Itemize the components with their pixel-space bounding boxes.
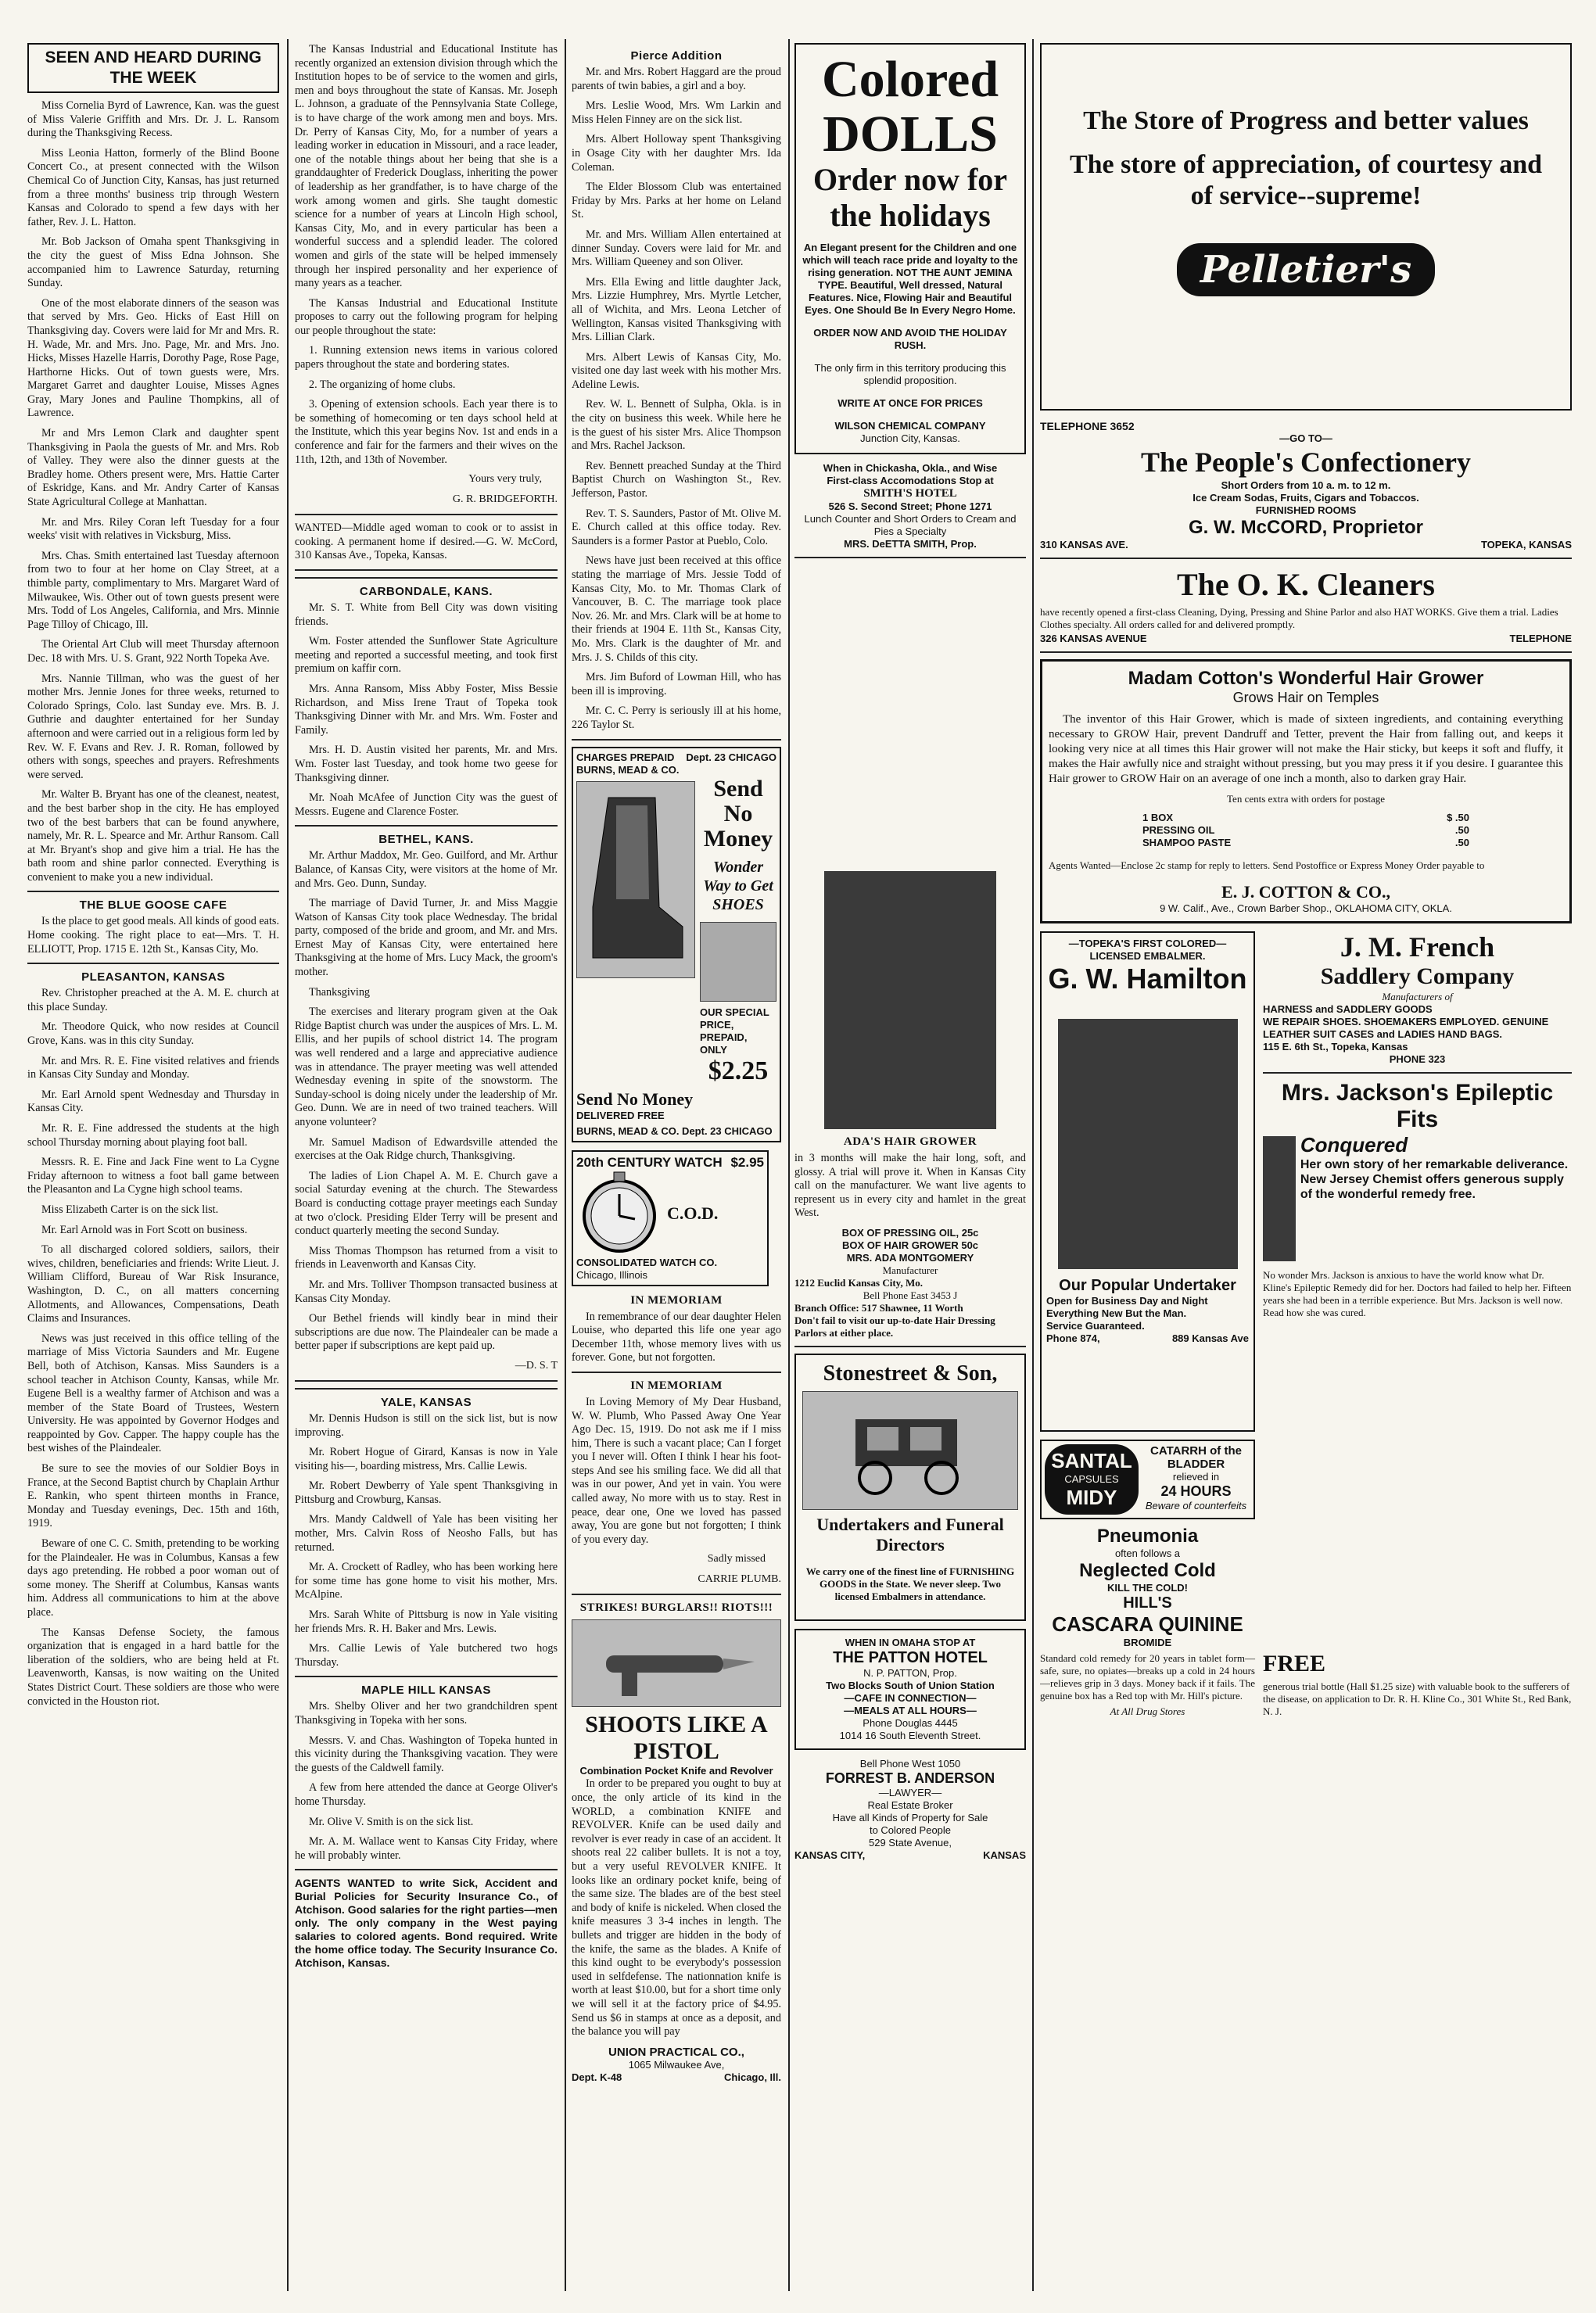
column-3 (572, 43, 781, 2287)
shoes-ad-price: $2.25 (708, 1056, 769, 1085)
woman-portrait (824, 871, 996, 1129)
memoriam-closing: Sadly missed (707, 1553, 766, 1565)
section-title: CARBONDALE, KANS. (359, 585, 493, 598)
price-label: 1 BOX (1142, 812, 1174, 823)
cascara-name: CASCARA QUININE (1052, 1612, 1243, 1636)
news-item: Mrs. Jim Buford of Lowman Hill, who has been ill is improving. (572, 671, 781, 697)
section-title: YALE, KANSAS (380, 1395, 472, 1409)
news-item: The Elder Blossom Club was entertained Friday by Mrs. Parks at her home on Leland St. (572, 181, 781, 221)
hamilton-top: —TOPEKA'S FIRST COLORED— LICENSED EMBALMER. (1068, 938, 1227, 962)
news-item: Mrs. Callie Lewis of Yale butchered two hogs Thursday. (295, 1642, 558, 1669)
news-item: The Oriental Art Club will meet Thursday afternoon Dec. 18 with Mrs. U. S. Grant, 922 North Topeka Ave. (27, 638, 279, 665)
section-list (295, 1388, 558, 1863)
news-item: Miss Leonia Hatton, formerly of the Blind Boone Concert Co., at present connected with the Wilson Chemical Co of Junction City, Kansas, has just returned from a three months' business trip through Western Kansas and Colorado to spend a few days with her father, Rev. J. L. Hatton. (27, 146, 279, 228)
watch-ad-address: Chicago, Illinois (576, 1268, 648, 1281)
watch-ad (572, 1150, 769, 1286)
santal-caps: CAPSULES (1064, 1473, 1119, 1485)
news-item: Mr. Robert Dewberry of Yale spent Thanksgiving in Pittsburg and Crowburg, Kansas. (295, 1479, 558, 1506)
news-item: Mr. Theodore Quick, who now resides at Council Grove, Kans. was in this city Sunday. (27, 1020, 279, 1048)
news-item: Mr. Walter B. Bryant has one of the cleanest, neatest, and the best barber shop in the city. He has employed two of the best barbers that can be found anywhere, namely, Mr. R. L. Spearce and Mr. Arthur Ransom. Call at Mr. Bryant's shop and give him a trial. He has the bath room and shine parlor connected. Everything is convenient to make you a new individual. (27, 788, 279, 884)
santal-midy: MIDY (1066, 1486, 1117, 1509)
confectionery-prop: G. W. McCORD, Proprietor (1188, 517, 1424, 538)
pocket-watch-icon (576, 1171, 662, 1257)
news-item: The Kansas Defense Society, the famous organization that is engaged in a hard battle for the liberation of the soldiers, who are being held at Ft. Leavenworth, Kansas, is now waiting on the United States District Court. These soldiers are those who were convicted in the Houston riot. (27, 1626, 279, 1708)
section-title: PLEASANTON, KANSAS (81, 970, 225, 984)
memoriam-poem: In Loving Memory of My Dear Husband, W. W. Plumb, Who Passed Away One Year Ago Dec. 15, 1919. Do not ask me if I miss him, There is such a vacant place; Can I forget you I never will. Often I think I hear his foot-steps And see his smiling face. We did all that was in our power, And yet in vain. You were called away, No more with us to stay. Rest in peace, dear one, One we loved has passed away, You are gone but not forgotten; I think of you every day. (572, 1395, 781, 1546)
santal-relieved: relieved in (1172, 1471, 1220, 1483)
cotton-company: E. J. COTTON & CO., (1221, 882, 1390, 902)
patton-line-3: —CAFE IN CONNECTION— (844, 1691, 977, 1704)
news-item: Mrs. Sarah White of Pittsburg is now in Yale visiting her friends Mrs. R. H. Baker and Mrs. Lewis. (295, 1608, 558, 1635)
news-item: Mrs. Leslie Wood, Mrs. Wm Larkin and Miss Helen Finney are on the sick list. (572, 99, 781, 126)
strikes-ad-address: 1065 Milwaukee Ave, (628, 2058, 725, 2071)
memoriam-title: IN MEMORIAM (630, 1293, 723, 1307)
hamilton-name: G. W. Hamilton (1048, 963, 1247, 995)
article-list (27, 99, 279, 884)
memoriam-title: IN MEMORIAM (630, 1379, 723, 1392)
dolls-text: An Elegant present for the Children and one which will teach race pride and loyalty to the rising generation. NOT THE AUNT JEMINA TYPE. Beautiful, Well dressed, Natural Features. Nice, Flowing Hair and Beautiful Eyes. One Should Be In Every Negro Home. (802, 242, 1018, 316)
column-2 (295, 43, 558, 2287)
strikes-ad-title: STRIKES! BURGLARS!! RIOTS!!! (579, 1601, 773, 1615)
santal-brand: SANTAL (1051, 1449, 1132, 1472)
patton-address: 1014 16 South Eleventh Street. (839, 1729, 981, 1741)
anderson-line-3: to Colored People (869, 1824, 952, 1836)
news-item: To all discharged colored soldiers, sailors, their wives, children, beneficiaries and friends: Write Lieut. J. William Clifford, Bureau of War Risk Insurance, Washington, D. C., on all matters concerning Allotments, and Allowances, Compensations, Death Claims and Insurances. (27, 1243, 279, 1325)
dolls-company: WILSON CHEMICAL COMPANY (834, 420, 986, 432)
confectionery-line-2: Ice Cream Sodas, Fruits, Cigars and Tobaccos. (1193, 492, 1419, 504)
price-value: .50 (1454, 824, 1469, 836)
ada-title: ADA'S HAIR GROWER (843, 1135, 977, 1148)
cascara-line-2: often follows a (1114, 1547, 1181, 1559)
cotton-agents: Agents Wanted—Enclose 2c stamp for reply to letters. Send Postoffice or Express Money Order payable to (1049, 859, 1485, 871)
news-item: A few from here attended the dance at George Oliver's home Thursday. (295, 1781, 558, 1808)
cotton-address: 9 W. Calif., Ave., Crown Barber Shop., OKLAHOMA CITY, OKLA. (1160, 902, 1452, 914)
news-item: Rev. W. L. Bennett of Sulpha, Okla. is in the city on business this week. While here he is the guest of his sister Mrs. Alice Thompson and Mrs. Rachel Jackson. (572, 398, 781, 453)
cotton-text: The inventor of this Hair Grower, which is made of sixteen ingredients, and containing everything necessary to GROW Hair, prevent Dandruff and Tetter, prevent the Hair from falling out, and keeps it looking very nice at all times this Hair grower will not make the Hair sticky, but keeps it soft and fluffy, it makes the Hair awfully nice and straight without pressing, but you may press it if you desire. I guarantee this Hair grower to GROW Hair on an average of one inch a month, also to darken gray Hair. (1049, 713, 1563, 785)
news-item: The Kansas Industrial and Educational Institute proposes to carry out the following program for helping our people throughout the state: (295, 296, 558, 337)
jackson-conquered: Conquered (1300, 1133, 1408, 1156)
hamilton-phone: Phone 874, (1046, 1332, 1100, 1344)
shoes-ad-brand: BURNS, MEAD & CO. (576, 763, 680, 776)
anderson-city: KANSAS CITY, (794, 1849, 866, 1861)
section-title: THE BLUE GOOSE CAFE (79, 898, 228, 913)
ok-cleaners-ad (1040, 565, 1572, 645)
patton-line-1: WHEN IN OMAHA STOP AT (845, 1636, 976, 1648)
watch-ad-price: $2.95 (730, 1154, 764, 1170)
news-item: Mr. Earl Arnold was in Fort Scott on business. (41, 1223, 248, 1236)
wagon-illustration (572, 1619, 781, 1707)
ada-price-2: BOX OF HAIR GROWER 50c (841, 1239, 979, 1251)
smith-line-2: First-class Accomodations Stop at (827, 475, 994, 486)
news-item: Beware of one C. C. Smith, pretending to be working for the Plaindealer. He was in Columbus, Kansas a few days ago pretending. He robbed a poor woman out of some money. The Sheriff at Columbus, Kansas wants him. Address all communications to him at the above place. (27, 1537, 279, 1619)
shoes-ad-dept: Dept. 23 CHICAGO (686, 751, 776, 763)
price-row (1142, 837, 1469, 849)
news-item: Mrs. Chas. Smith entertained last Tuesday afternoon from two to four at her home on Clay Street, at a thimble party, complimentary to Mrs. Margaret Ward of Milwaukee, Wis. Other out of town guests present were Mrs. Todd of Los Angeles, California, and Mrs. Minnie Page Tilloy of Chicago, Ill. (27, 549, 279, 631)
column-rule (1032, 39, 1034, 2291)
confectionery-city: TOPEKA, KANSAS (1480, 539, 1572, 550)
news-item: 3. Opening of extension schools. Each year there is to be something of homecoming or ten days school held at the Institute, which this year begins Nov. 1st and ends in a conference and fair for the farmers and their wives on the 11th, 12th, and 13th of November. (295, 398, 558, 466)
hamilton-ad (1040, 931, 1255, 1432)
cascara-ad (1040, 1526, 1255, 1718)
watch-ad-company: CONSOLIDATED WATCH CO. (576, 1256, 718, 1268)
article-list (27, 1243, 279, 1709)
news-item: Messrs. R. E. Fine and Jack Fine went to La Cygne Friday afternoon to witness a foot ball game between the Pleasanton and La Cygne high school teams. (27, 1156, 279, 1196)
jackson-portrait (1263, 1136, 1296, 1261)
hamilton-line-1: Open for Business Day and Night (1046, 1295, 1208, 1307)
cascara-line-3: Neglected Cold (1079, 1560, 1216, 1581)
french-saddlery-ad (1263, 931, 1572, 1066)
pelletier-line-1: The Store of Progress and better values (1083, 106, 1529, 135)
ada-footer: Don't fail to visit our up-to-date Hair Dressing Parlors at either place. (794, 1314, 995, 1339)
news-item: Miss Elizabeth Carter is on the sick list. (41, 1203, 219, 1216)
article-list (295, 43, 558, 467)
section-title: BETHEL, KANS. (378, 833, 474, 847)
stonestreet-name: Stonestreet & Son, (823, 1361, 998, 1386)
news-item: Miss Cornelia Byrd of Lawrence, Kan. was the guest of Miss Valerie Griffith and Mrs. Dr. J. L. Ransom during the Thanksgiving Recess. (27, 99, 279, 140)
colored-dolls-ad (794, 43, 1026, 454)
price-label: PRESSING OIL (1142, 824, 1215, 836)
dolls-city: Junction City, Kansas. (860, 432, 960, 444)
jackson-body: No wonder Mrs. Jackson is anxious to have the world know what Dr. Kline's Epileptic Remedy did for her. Doctors had failed to help her. Fifteen years she had been in a terrible experience. But Mrs. Jackson is well now. Read how she was cured. (1263, 1269, 1572, 1318)
news-item: Mr. Samuel Madison of Edwardsville attended the exercises at the Oak Ridge church, Thanksgiving. (295, 1135, 558, 1163)
anderson-ad (794, 1758, 1026, 1862)
news-item: News was just received in this office telling of the marriage of Miss Victoria Saunders and Mr. Eugene Bell, both of Atchison, Kansas. Miss Saunders is a school teacher in Atchison County, Kansas, while Mr. Eugene Bell is a wealthy farmer of Atchison and was a member of the State Board of Trustees, Western University. He was appointed by Governor Hodges and reappointed by Gov. Capper. The happy couple has the best wishes of the Plaindealer. (27, 1332, 279, 1455)
price-value: .50 (1454, 837, 1469, 848)
french-line-2: HARNESS and SADDLERY GOODS (1263, 1003, 1433, 1015)
cascara-line-1: Pneumonia (1096, 1526, 1199, 1547)
column-rule (287, 39, 289, 2291)
news-item: Mr. Dennis Hudson is still on the sick list, but is now improving. (295, 1411, 558, 1439)
correspondent-initials: —D. S. T (515, 1359, 558, 1372)
dolls-write: WRITE AT ONCE FOR PRICES (837, 397, 983, 409)
letter-signature: G. R. BRIDGEFORTH. (452, 493, 558, 506)
hamilton-address: 889 Kansas Ave (1171, 1332, 1249, 1344)
news-item: Mr. and Mrs. R. E. Fine visited relatives and friends in Kansas City Sunday and Monday. (27, 1054, 279, 1081)
news-item: Our Bethel friends will kindly bear in mind their subscriptions are due now. The Plaindealer can be made a better paper if subscriptions are kept paid up. (295, 1312, 558, 1353)
strikes-ad-sub: Combination Pocket Knife and Revolver (579, 1765, 773, 1777)
memoriam-text: In remembrance of our dear daughter Helen Louise, who departed this life one year ago December 11th, whose memory lives with us forever. Gone, but not forgotten. (572, 1310, 781, 1364)
news-item: The Kansas Industrial and Educational Institute has recently organized an extension division through which the Institution hopes to be of service to the women and girls, men and boys throughout the state of Kansas. Mr. Joseph L. Johnson, a graduate of the Pennsylvania State College, is to have charge of the work among men and boys. Mrs. Dr. Perry of Kansas City, Mo, for a number of years a leading worker in education in Missouri, and a race leader, one of the notable things about her being that she is a granddaughter of Frederick Douglass, inheriting the power of leadership as her grandfather, is to have charge of the work among women and girls. She taught domestic science for a number of years at Lincoln High school, Kansas City, Mo, and in every particular has been a wonderful success and a splendid leader. The colored women and girls of the state will be helped immensely through her inspired personality and her experience of many years as a teacher. (295, 43, 558, 290)
patton-line-2: Two Blocks South of Union Station (826, 1679, 995, 1691)
patton-hotel-name: THE PATTON HOTEL (833, 1648, 988, 1666)
watch-ad-cod: C.O.D. (667, 1203, 719, 1223)
news-item: Mr. A. M. Wallace went to Kansas City Friday, where he will probably winter. (295, 1835, 558, 1862)
wanted-notice: WANTED—Middle aged woman to cook or to assist in cooking. A permanent home if desired.—G. W. McCord, 310 Kansas Ave., Topeka, Kansas. (295, 522, 558, 562)
pelletier-line-2: The store of appreciation, of courtesy and of service--supreme! (1069, 150, 1543, 210)
patton-hotel-ad (794, 1629, 1026, 1750)
news-item: Be sure to see the movies of our Soldier Boys in France, at the Second Baptist church by Chaplain Arthur E. Rankin, who spent thirteen months in France, Monday and Tuesday evenings, Dec. 15th and 16th, 1919. (27, 1462, 279, 1530)
dolls-firm: The only firm in this territory producing this splendid proposition. (814, 362, 1006, 386)
cotton-price-list (1142, 812, 1469, 849)
santal-capsule-icon (1045, 1444, 1139, 1515)
shoes-ad-send: Send No Money (576, 1088, 694, 1109)
smith-line-1: When in Chickasha, Okla., and Wise (823, 462, 998, 474)
shoes-ad-footer: BURNS, MEAD & CO. Dept. 23 CHICAGO (576, 1124, 773, 1137)
price-row (1142, 824, 1469, 837)
cascara-text: Standard cold remedy for 20 years in tablet form—safe, sure, no opiates—breaks up a cold in 24 hours—relieves grip in 3 days. Money back if it fails. The genuine box has a Red top with Mr. Hill's picture. (1040, 1652, 1255, 1702)
cotton-postage: Ten cents extra with orders for postage (1227, 793, 1385, 805)
section-list (27, 891, 279, 1237)
column-4 (794, 43, 1026, 2287)
cleaners-address: 326 KANSAS AVENUE (1040, 633, 1147, 644)
anderson-phone: Bell Phone West 1050 (859, 1757, 961, 1770)
news-item: Mr. S. T. White from Bell City was down visiting friends. (295, 601, 558, 628)
news-item: The marriage of David Turner, Jr. and Miss Maggie Watson of Kansas City took place Wednesday. The bridal party, composed of the bride and groom, and Mr. and Mrs. Ernest May of Kansas City, were entertained here Thanksgiving at the home of Mrs. Lucy Mack, the groom's mother. (295, 897, 558, 979)
news-item: Mr. and Mrs. Riley Coran left Tuesday for a four weeks' visit with relatives in Vicksburg, Miss. (27, 515, 279, 543)
ada-branch: Branch Office: 517 Shawnee, 11 Worth (794, 1301, 963, 1314)
dolls-line-4: the holidays (830, 198, 991, 233)
confectionery-phone: TELEPHONE 3652 (1040, 420, 1135, 432)
boot-illustration (576, 781, 695, 978)
patton-line-4: —MEALS AT ALL HOURS— (844, 1704, 977, 1716)
news-item: Thanksgiving (309, 985, 371, 999)
news-item: Is the place to get good meals. All kinds of good eats. Home cooking. The right place to eat—Mrs. T. H. ELLIOTT, Prop. 1715 E. 12th St., Kansas City, Mo. (27, 915, 279, 956)
watch-ad-headline: 20th CENTURY WATCH (576, 1154, 723, 1170)
dolls-line-3: Order now for (812, 162, 1008, 197)
news-item: Mr. Noah McAfee of Junction City was the guest of Messrs. Eugene and Clarence Foster. (295, 791, 558, 818)
smith-line-3: 526 S. Second Street; Phone 1271 (828, 500, 992, 512)
price-row (1142, 812, 1469, 824)
dolls-line-2: DOLLS (823, 106, 998, 163)
shoes-ad-title: Wonder Way to Get SHOES (703, 858, 773, 913)
confectionery-name: The People's Confectionery (1141, 446, 1471, 478)
anderson-role: —LAWYER— (878, 1786, 942, 1798)
hamilton-portrait (1058, 1019, 1238, 1269)
ada-text: in 3 months will make the hair long, soft, and glossy. A trial will prove it. When in Kansas City call on the manufacturer. We want live agents to represent us in every city and hamlet in the great West. (794, 1152, 1026, 1220)
cascara-line-4: KILL THE COLD! (1106, 1582, 1189, 1594)
stonestreet-text: We carry one of the finest line of FURNISHING GOODS in the State. We never sleep. Two licensed Embalmers in attendance. (805, 1565, 1015, 1602)
strikes-ad-company: UNION PRACTICAL CO., (608, 2045, 744, 2059)
news-item: Mr. A. Crockett of Radley, who has been working here for some time has gone home to visit his mother, Mrs. McAlpine. (295, 1561, 558, 1601)
confectionery-address: 310 KANSAS AVE. (1040, 539, 1128, 550)
confectionery-ad (1040, 420, 1572, 551)
news-item: Mrs. Albert Holloway spent Thanksgiving in Osage City with her daughter Mrs. Ida Coleman. (572, 133, 781, 174)
column-header: SEEN AND HEARD DURING THE WEEK (27, 43, 279, 93)
news-item: Mrs. Mandy Caldwell of Yale has been visiting her mother, Mrs. Calvin Ross of Neosho Falls, but has returned. (295, 1513, 558, 1554)
column-5 (1040, 43, 1572, 2287)
column-1 (27, 43, 279, 2287)
anderson-line-1: Real Estate Broker (867, 1798, 953, 1811)
cotton-sub: Grows Hair on Temples (1232, 690, 1379, 705)
news-item: Mrs. Nannie Tillman, who was the guest of her mother Mrs. Jennie Jones for three weeks, returned to Colorado Springs, Colo. last Sunday eve. Mrs. B. J. Guthrie and daughter entertained for her Sunday afternoon and were carried out in a religious form led by Rev. W. F. Evans and Rev. J. R. Roman, followed by others with songs, speeches and prayers. Refreshments were served. (27, 672, 279, 781)
news-item: Mr. Olive V. Smith is on the sick list. (309, 1815, 474, 1828)
smith-hotel-name: SMITH'S HOTEL (863, 487, 957, 500)
hamilton-line-3: Service Guaranteed. (1046, 1320, 1145, 1332)
news-item: Wm. Foster attended the Sunflower State Agriculture meeting and reported a successful meeting, and took first premium on kaffir corn. (295, 635, 558, 676)
jackson-title: Mrs. Jackson's Epileptic Fits (1281, 1080, 1554, 1132)
agents-wanted-ad: AGENTS WANTED to write Sick, Accident and Burial Policies for Security Insurance Co., of Atchison. Good salaries for the right parties—men only. The only company in the West paying salaries to colored agents. Bond required. Write the home office today. The Security Insurance Co. Atchison, Kansas. (295, 1877, 558, 1970)
santal-midy-ad (1040, 1440, 1255, 1519)
dolls-line-1: Colored (821, 51, 999, 108)
cascara-hills: HILL'S (1123, 1594, 1172, 1612)
santal-beware: Beware of counterfeits (1145, 1500, 1247, 1512)
patton-prop: N. P. PATTON, Prop. (863, 1666, 957, 1679)
patton-phone: Phone Douglas 4445 (863, 1716, 958, 1729)
dolls-order: ORDER NOW AND AVOID THE HOLIDAY RUSH. (813, 327, 1007, 351)
column-rule (565, 39, 566, 2291)
strikes-ad-text: In order to be prepared you ought to buy at once, the only article of its kind in the WORLD, a combination KNIFE and REVOLVER. Knife can be used daily and revolver is ever ready in case of an accident. It shoots real 22 caliber bullets. It is not a toy, but a very useful REVOLVER KNIFE. It looks like an ordinary pocket knife, being of the same size. The blades are of the best steel and body of knife is nickeled. When closed the knife measures 3 3-4 inches in length. The bullets and trigger are hidden in the body of the knife, the same as the blades. A Knife of this kind ought to be everybody's possession used in selfdefense. The nationnation knife is worth at least $10.00, but for a short time only we will sell it at the factory price of $4.95. Send us $6 in stamps at once as a deposit, and the balance you will pay (572, 1777, 781, 2039)
cleaners-text: have recently opened a first-class Cleaning, Dying, Pressing and Shine Parlor and also HAT WORKS. Give them a trial. Ladies Clothes specialty. All orders called for and delivered promptly. (1040, 606, 1558, 630)
jackson-ad (1263, 1080, 1572, 1319)
news-item: News have just been received at this office stating the marriage of Mrs. Jessie Todd of Kansas City, Mo. to Mr. Thomas Clark of Vancouver, B. C. The marriage took place Nov. 26. Mr. and Mrs. Clark will be at home to their friends at 1904 E. 11th St., Kansas City, Mo. Mrs. Clark is the daughter of Mr. and Mrs. J. S. Childs of this city. (572, 554, 781, 664)
cleaners-phone: TELEPHONE (1509, 633, 1572, 644)
news-item: The ladies of Lion Chapel A. M. E. Church gave a social Saturday evening at the church. The Stewardess Board is conducting cottage prayer meetings each Sunday at two o'clock. Presiding Elder Terry will be present and conduct quarterly meeting the second Sunday. (295, 1169, 558, 1238)
shoes-ad (572, 747, 781, 1142)
article-list (572, 66, 781, 733)
confectionery-line-3: FURNISHED ROOMS (1255, 504, 1357, 516)
french-line-1: Manufacturers of (1382, 991, 1453, 1002)
news-item: Mrs. Ella Ewing and little daughter Jack, Mrs. Lizzie Humphrey, Mrs. Myrtle Letcher, all of Wichita, and Mrs. Leona Letcher of Wellington, Kansas visited Thanksgiving with Mrs. Lillian Clark. (572, 275, 781, 344)
pelletier-ad (1040, 43, 1572, 411)
shoes-ad-special: OUR SPECIAL PRICE, PREPAID, ONLY (700, 1006, 769, 1056)
news-item: Mr. Earl Arnold spent Wednesday and Thursday in Kansas City. (27, 1088, 279, 1115)
french-line-3: WE REPAIR SHOES. SHOEMAKERS EMPLOYED. GENUINE LEATHER SUIT CASES and LADIES HAND BAGS. (1263, 1016, 1549, 1040)
smith-line-4: Lunch Counter and Short Orders to Cream and Pies a Specialty (804, 513, 1017, 537)
price-value: $ .50 (1447, 812, 1469, 823)
news-item: Rev. Christopher preached at the A. M. E. church at this place Sunday. (27, 987, 279, 1013)
news-item: Mr. Robert Hogue of Girard, Kansas is now in Yale visiting his—, boarding mistress, Mrs. Callie Lewis. (295, 1446, 558, 1472)
stonestreet-sub: Undertakers and Funeral Directors (816, 1514, 1004, 1555)
news-item: Mrs. Albert Lewis of Kansas City, Mo. visited one day last week with his mother Mrs. Adeline Lewis. (572, 350, 781, 391)
french-name-2: Saddlery Company (1320, 963, 1515, 989)
shoes-ad-delivered: DELIVERED FREE (576, 1109, 665, 1121)
boot-icon (585, 790, 687, 970)
strikes-ad-headline: SHOOTS LIKE A PISTOL (585, 1712, 768, 1765)
section-title: Pierce Addition (630, 49, 723, 63)
price-label: SHAMPOO PASTE (1142, 837, 1232, 848)
column-rule (788, 39, 790, 2291)
news-item: Mr. Arthur Maddox, Mr. Geo. Guilford, and Mr. Arthur Balance, of Kansas City, were visitors at the home of Mr. and Mrs. Geo. Dunn, Sunday. (295, 849, 558, 890)
strikes-ad-city: Chicago, Ill. (724, 2071, 781, 2083)
news-item: Miss Thomas Thompson has returned from a visit to friends in Leavenworth and Kansas City. (295, 1244, 558, 1271)
ada-maker: MRS. ADA MONTGOMERY (846, 1251, 974, 1264)
news-item: Rev. T. S. Saunders, Pastor of Mt. Olive M. E. Church called at this office today. Rev. Saunders is a former Pastor at Pueblo, Colo. (572, 507, 781, 547)
santal-hours: 24 HOURS (1160, 1483, 1232, 1499)
ada-price-1: BOX OF PRESSING OIL, 25c (841, 1226, 979, 1239)
hamilton-slogan: Our Popular Undertaker (1059, 1277, 1236, 1294)
news-item: Mr. and Mrs. William Allen entertained at dinner Sunday. Covers were laid for Mr. and Mrs. William Queeney and son Oliver. (572, 228, 781, 269)
anderson-state: KANSAS (983, 1849, 1026, 1861)
news-item: Mr. Bob Jackson of Omaha spent Thanksgiving in the city the guest of Miss Edna Johnson. She accompanied him to Lawrence Saturday, returning Sunday. (27, 235, 279, 290)
strikes-ad-dept: Dept. K-48 (572, 2071, 622, 2083)
ada-address: 1212 Euclid Kansas City, Mo. (794, 1276, 923, 1289)
jackson-free-text: generous trial bottle (Hall $1.25 size) with valuable book to the sufferers of the disease, on application to Dr. R. H. Kline Co., 301 White St., Red Bank, N. J. (1263, 1680, 1572, 1717)
news-item: Mr and Mrs Lemon Clark and daughter spent Thanksgiving in Paola the guests of Mr. and Mrs. Rob of Valley. They were also the dinner guests at the Bradley home. Others present were, Mrs. Hattie Carter of Eskridge, Kans. and Mr. Andry Carter of Kansas State Agricultural College at Manhattan. (27, 427, 279, 509)
french-phone: PHONE 323 (1389, 1053, 1446, 1065)
anderson-name: FORREST B. ANDERSON (825, 1770, 995, 1786)
news-item: Mr. and Mrs. Tolliver Thompson transacted business at Kansas City Monday. (295, 1278, 558, 1305)
stonestreet-ad (794, 1354, 1026, 1621)
cascara-bromide: BROMIDE (1123, 1637, 1172, 1648)
section-list (295, 577, 558, 1354)
french-name: J. M. French (1340, 931, 1495, 963)
news-item: Mr. R. E. Fine addressed the students at the high school Thursday morning about playing foot ball. (27, 1122, 279, 1149)
revolver-knife-icon (590, 1624, 762, 1702)
section-title: MAPLE HILL KANSAS (361, 1684, 491, 1698)
boot-illustration-small (700, 922, 776, 1002)
cleaners-name: The O. K. Cleaners (1177, 567, 1435, 602)
letter-signoff: Yours very truly, (468, 473, 542, 486)
memoriam-signature: CARRIE PLUMB. (698, 1573, 781, 1586)
news-item: Mrs. Anna Ransom, Miss Abby Foster, Miss Bessie Richardson, and Miss Irene Traut of Topeka took Thanksgiving Dinner with Mr. and Mrs. Wm. Foster and Family. (295, 682, 558, 737)
jackson-text: Her own story of her remarkable deliverance. New Jersey Chemist offers generous supply of the wonderful remedy free. (1300, 1158, 1569, 1201)
shoes-ad-headline: Send No Money (703, 775, 773, 852)
hearse-illustration (802, 1391, 1018, 1510)
news-item: Messrs. V. and Chas. Washington of Topeka hunted in this vicinity during the Thanksgiving vacation. They were the guests of the Caldwell family. (295, 1734, 558, 1774)
french-address: 115 E. 6th St., Topeka, Kansas (1263, 1041, 1408, 1053)
news-item: Mr. C. C. Perry is seriously ill at his home, 226 Taylor St. (572, 705, 781, 731)
anderson-line-2: Have all Kinds of Property for Sale (832, 1811, 988, 1824)
pelletier-logo: Pelletier's (1177, 243, 1435, 296)
news-item: Mrs. H. D. Austin visited her parents, Mr. and Mrs. Wm. Foster last Tuesday, and took home two geese for Thanksgiving dinner. (295, 744, 558, 784)
hearse-icon (824, 1404, 996, 1497)
cotton-title: Madam Cotton's Wonderful Hair Grower (1128, 668, 1484, 689)
smith-hotel-ad (794, 462, 1026, 550)
santal-catarrh: CATARRH of the BLADDER (1150, 1444, 1242, 1471)
news-item: One of the most elaborate dinners of the season was that served by Mrs. Geo. Hicks of East Hill on Thanksgiving day. Covers were laid for Mr and Mrs. R. H. Wade, Mr. and Mrs. Jno. Page, Mr. and Mrs. Jno. Hicks, Misses Hazelle Harris, Dorothy Page, Rose Page, Harthorne Hicks. Out of town guests were, Mrs. Margaret Garret and daughter Louise, Misses Agnes Gray, Mary Jones and Pauline Thompkins, all of Lawrence. (27, 296, 279, 420)
cotton-hair-ad (1040, 659, 1572, 923)
anderson-line-4: 529 State Avenue, (868, 1836, 952, 1849)
news-item: The exercises and literary program given at the Oak Ridge Baptist church was under the auspices of Mrs. L. M. Ellis, and her pupils of school district 14. The program was well rendered and a large and appreciative audience was in attendance. The prayer meeting was well attended Wednesday evening in spite of the snowstorm. The Sunday-school is doing nicely under the leadership of Mr. Geo. Dunn. We are in need of two trained teachers. Will anyone volunteer? (295, 1006, 558, 1128)
jackson-free: FREE (1263, 1651, 1326, 1676)
news-item: Rev. Bennett preached Sunday at the Third Baptist Church on Washington St., Rev. Jefferson, Pastor. (572, 459, 781, 500)
smith-prop: MRS. DeETTA SMITH, Prop. (844, 538, 977, 550)
confectionery-goto: —GO TO— (1279, 432, 1332, 444)
cascara-footer: At All Drug Stores (1110, 1705, 1185, 1717)
ada-mfr: Manufacturer (882, 1264, 938, 1276)
ada-phone: Bell Phone East 3453 J (863, 1289, 958, 1301)
news-item: 2. The organizing of home clubs. (309, 378, 456, 391)
shoes-ad-top: CHARGES PREPAID (576, 751, 675, 763)
confectionery-line-1: Short Orders from 10 a. m. to 12 m. (1221, 479, 1391, 491)
news-item: 1. Running extension news items in various colored papers throughout the state and bordering states. (295, 344, 558, 371)
news-item: Mrs. Shelby Oliver and her two grandchildren spent Thanksgiving in Topeka with her sons. (295, 1700, 558, 1727)
news-item: Mr. and Mrs. Robert Haggard are the proud parents of twin babies, a girl and a boy. (572, 66, 781, 92)
hamilton-line-2: Everything New But the Man. (1046, 1307, 1187, 1319)
